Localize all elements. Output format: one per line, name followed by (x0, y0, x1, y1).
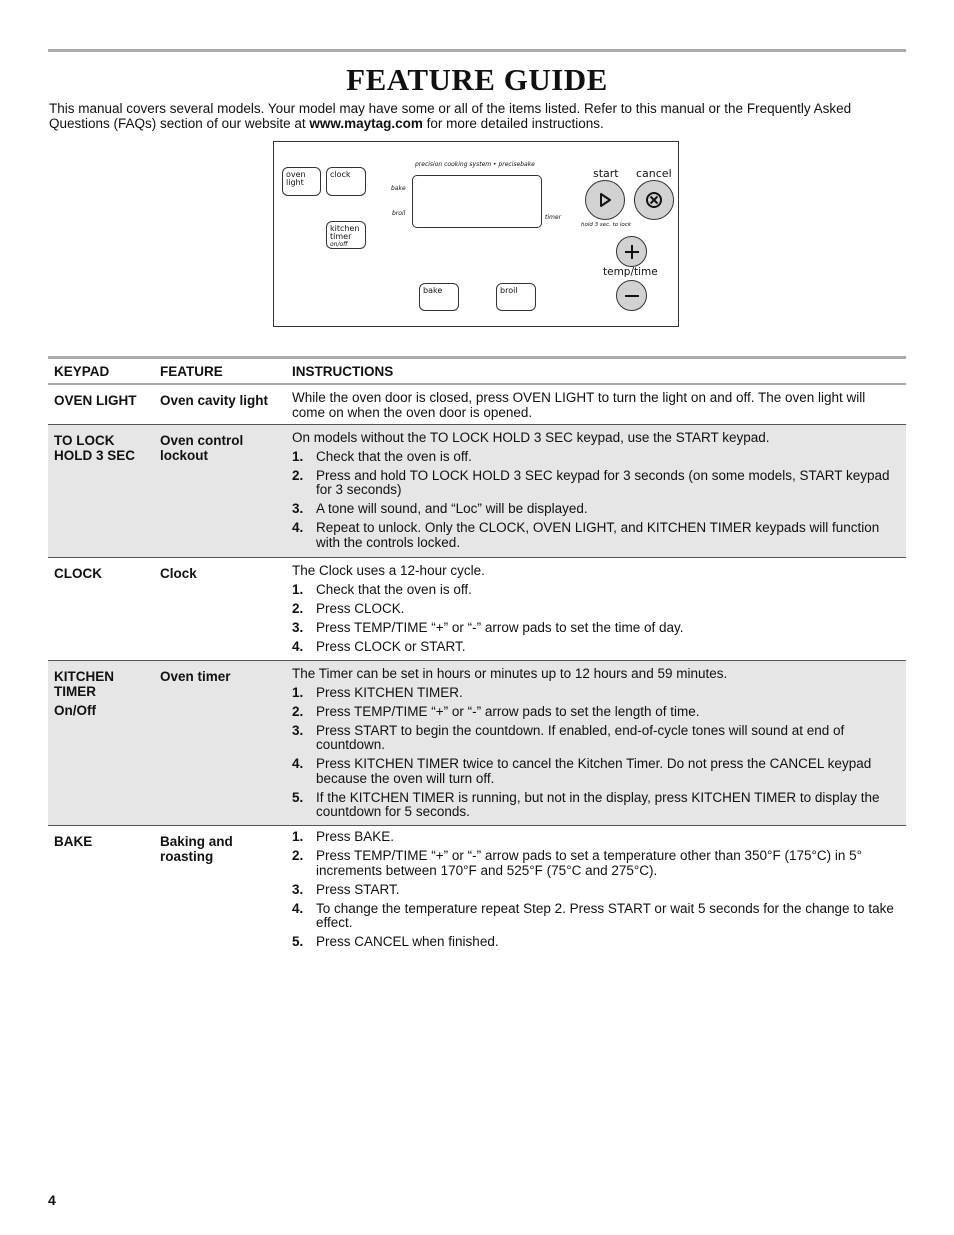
start-button[interactable] (585, 180, 625, 220)
instructions-lead: On models without the TO LOCK HOLD 3 SEC keypad, use the START keypad. (292, 430, 770, 445)
brand-line: precision cooking system • precisebake (415, 161, 535, 168)
feature-cell: Oven timer (160, 669, 231, 684)
feature-cell: Oven control lockout (160, 433, 244, 463)
bake-indicator: bake (391, 185, 406, 192)
instructions-cell (292, 564, 902, 659)
table-row-oven-light (48, 385, 906, 425)
oven-light-key[interactable] (282, 167, 321, 196)
page-number: 4 (48, 1192, 56, 1208)
plus-button[interactable] (616, 236, 647, 267)
top-rule (48, 49, 906, 52)
table-row-lockout (48, 425, 906, 558)
table-row-bake (48, 826, 906, 956)
step-item: 5. Press CANCEL when finished. (292, 934, 499, 949)
step-item: 4. To change the temperature repeat Step 2. Press START or wait 5 seconds for the change to take effect. (292, 900, 894, 930)
clock-key[interactable]: clock (326, 167, 366, 196)
table-row-kitchen-timer (48, 661, 906, 826)
timer-indicator: timer (545, 214, 562, 221)
step-item: 3. Press TEMP/TIME “+” or “-” arrow pads to set the time of day. (292, 619, 684, 635)
header-feature: FEATURE (160, 364, 223, 379)
header-keypad: KEYPAD (54, 364, 110, 379)
instructions-lead: While the oven door is closed, press OVEN LIGHT to turn the light on and off. The oven light will come on when the oven door is opened. (292, 390, 866, 420)
keypad-name: KITCHEN TIMER (54, 669, 114, 699)
steps-list (292, 830, 902, 950)
keypad-cell: TO LOCK HOLD 3 SEC (54, 433, 136, 463)
steps-list (292, 450, 902, 551)
table-row-clock (48, 558, 906, 661)
keypad-cell: BAKE (54, 834, 93, 849)
instructions-cell (292, 431, 902, 555)
instructions-cell (292, 667, 902, 824)
feature-cell: Baking and roasting (160, 834, 233, 864)
keypad-cell (54, 670, 154, 719)
control-panel-diagram (273, 141, 679, 327)
step-item: 1. Check that the oven is off. (292, 448, 472, 464)
header-instructions: INSTRUCTIONS (292, 364, 394, 379)
step-item: 3. Press START to begin the countdown. If enabled, end-of-cycle tones will sound at end of countdown. (292, 722, 845, 752)
instructions-lead: The Clock uses a 12-hour cycle. (292, 563, 485, 578)
keypad-cell: OVEN LIGHT (54, 393, 137, 408)
start-label: start (593, 167, 619, 180)
step-item: 4. Press KITCHEN TIMER twice to cancel the Kitchen Timer. Do not press the CANCEL keypad because the oven will turn off. (292, 756, 872, 786)
kitchen-timer-key-sub: on/off (330, 241, 348, 248)
page-title: FEATURE GUIDE (346, 62, 608, 97)
keypad-cell: CLOCK (54, 566, 102, 581)
steps-list (292, 583, 902, 655)
intro-text: This manual covers several models. Your model may have some or all of the items listed. Refer to this manual or the Frequently Asked Questions (FAQs) section of our website at (49, 101, 852, 131)
feature-cell: Clock (160, 566, 197, 581)
keypad-sub: On/Off (54, 703, 96, 718)
hold-to-lock-label: hold 3 sec. to lock (581, 222, 632, 228)
intro-text-end: for more detailed instructions. (422, 115, 604, 131)
step-item: 2. Press TEMP/TIME “+” or “-” arrow pads to set the length of time. (292, 703, 700, 719)
step-item: 1. Press BAKE. (292, 829, 395, 844)
step-item: 2. Press TEMP/TIME “+” or “-” arrow pads to set a temperature other than 350°F (175°C) in 5° increments between 170°F and 525°F (75°C and 275°C). (292, 848, 863, 878)
bake-key[interactable]: bake (419, 283, 459, 311)
step-item: 3. Press START. (292, 881, 400, 897)
step-item: 5. If the KITCHEN TIMER is running, but not in the display, press KITCHEN TIMER to display the countdown for 5 seconds. (292, 789, 880, 819)
feature-cell: Oven cavity light (160, 393, 269, 408)
kitchen-timer-key-line2: timer (330, 232, 352, 241)
step-item: 1. Press KITCHEN TIMER. (292, 684, 463, 700)
kitchen-timer-key[interactable] (326, 221, 366, 249)
oven-light-key-line1: oven (286, 170, 306, 179)
temp-time-label: temp/time (603, 266, 658, 278)
step-item: 4. Repeat to unlock. Only the CLOCK, OVEN LIGHT, and KITCHEN TIMER keypads will function with the controls locked. (292, 520, 880, 550)
step-item: 2. Press CLOCK. (292, 600, 405, 616)
oven-light-key-line2: light (286, 178, 304, 187)
intro-paragraph (49, 102, 909, 131)
step-item: 2. Press and hold TO LOCK HOLD 3 SEC keypad for 3 seconds (on some models, START keypad for 3 seconds) (292, 467, 890, 497)
instructions-cell (292, 830, 902, 954)
cancel-x-icon (645, 191, 663, 209)
kitchen-timer-key-line1: kitchen (330, 224, 360, 233)
broil-indicator: broil (392, 210, 406, 217)
instructions-cell (292, 391, 902, 424)
minus-icon (624, 288, 640, 304)
website-link[interactable]: www.maytag.com (309, 115, 423, 131)
steps-list (292, 686, 902, 820)
display-window (412, 175, 542, 228)
step-item: 4. Press CLOCK or START. (292, 638, 466, 654)
cancel-label: cancel (636, 167, 672, 180)
play-icon (597, 192, 613, 208)
broil-key[interactable]: broil (496, 283, 536, 311)
minus-button[interactable] (616, 280, 647, 311)
plus-icon (624, 244, 640, 260)
step-item: 1. Check that the oven is off. (292, 581, 472, 597)
step-item: 3. A tone will sound, and “Loc” will be displayed. (292, 501, 588, 516)
instructions-lead: The Timer can be set in hours or minutes up to 12 hours and 59 minutes. (292, 666, 728, 681)
table-header (48, 359, 906, 385)
cancel-button[interactable] (634, 180, 674, 220)
